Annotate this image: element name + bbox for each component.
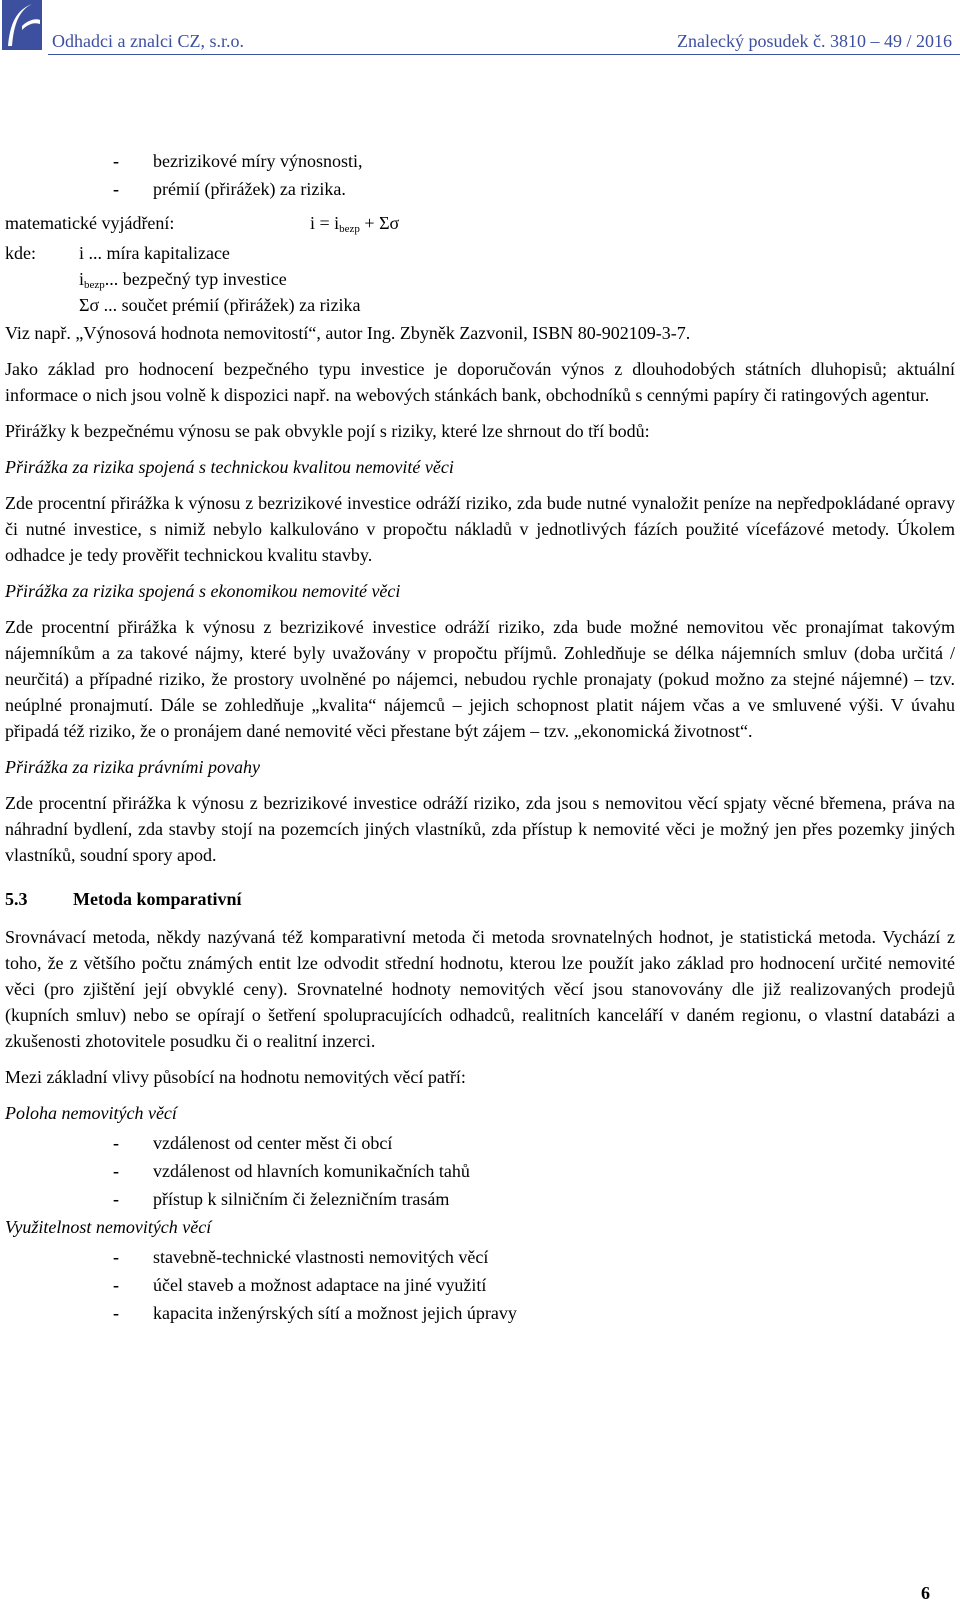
page-header [0,0,960,60]
list-item [5,1130,955,1158]
subheading-vyuz: Využitelnost nemovitých věcí [5,1217,212,1237]
paragraph-viz: Viz např. „Výnosová hodnota nemovitostí“, autor Ing. Zbyněk Zazvonil, ISBN 80-902109-3-7. [5,323,691,343]
math-label: matematické vyjádření: [5,213,175,233]
list-item [5,1186,955,1214]
formula-sub: bezp [339,223,360,235]
paragraph-prav: Zde procentní přirážka k výnosu z bezrizikové investice odráží riziko, zda jsou s nemovitou věcí spjaty věcné břemena, práva na náhradní bydlení, zda stavby stojí na pozemcích jiných vlastníků, zda přístup k nemovité věci je možný jen přes pozemky jiných vlastníků, soudní spory apod. [5,793,955,865]
math-expression [5,210,955,240]
definition-line: i ... míra kapitalizace [79,243,230,263]
definitions-block [5,240,955,320]
definition-symbol: i [79,269,85,289]
bullet-dash: - [113,1133,119,1153]
bullet-dash: - [113,151,119,171]
subheading-poloha: Poloha nemovitých věcí [5,1103,177,1123]
subheading-prav: Přirážka za rizika právními povahy [5,757,260,777]
company-logo-icon [2,0,42,50]
paragraph-section-body: Srovnávací metoda, někdy nazývaná též komparativní metoda či metoda srovnatelných hodnot, je statistická metoda. Vychází z toho, že z většího počtu známých entit lze odvodit střední hodnotu, kterou lze použít jako základ pro hodnocení určité nemovité věci (pro zjištění její obvyklé ceny). Srovnatelné hodnoty nemovitých věcí jsou stanovovány dle již realizovaných prodejů (kupních smluv) nebo se opírají o šetření spolupracujících odhadců, realitních kanceláří v daném regionu, o vlastní databázi a zkušenosti zhotovitele posudku či o realitní inzerci. [5,927,955,1051]
header-doc-ref: Znalecký posudek č. 3810 – 49 / 2016 [677,31,952,51]
section-heading [5,886,955,912]
list-item-text: vzdálenost od hlavních komunikačních tahů [153,1161,470,1181]
list-item-text: vzdálenost od center měst či obcí [153,1133,393,1153]
paragraph-influences: Mezi základní vlivy působící na hodnotu nemovitých věcí patří: [5,1067,466,1087]
bullet-dash: - [113,179,119,199]
list-item [5,1272,955,1300]
list-item [5,176,955,204]
formula-post: + Σσ [359,213,400,233]
definition-sub: bezp [84,279,105,291]
bullet-dash: - [113,1303,119,1323]
subheading-tech: Přirážka za rizika spojená s technickou kvalitou nemovité věci [5,457,454,477]
paragraph-eko: Zde procentní přirážka k výnosu z bezrizikové investice odráží riziko, zda bude možné nemovitou věc pronajímat takovým nájemníkům a za takové nájmy, které byly uvažovány v propočtu příjmů. Zohledňuje se délka nájemních smluv (doba určitá / neurčitá) a případné riziko, že prostory uvolněné po nájemci, nebudou rychle pronajaty (pokud možno za stejné nájemné) – tzv. neúplné pronajmutí. Dále se zohledňuje „kvalita“ nájemců – jejich schopnost platit nájem včas a ve smluvené výši. V úvahu připadá též riziko, že o pronájem dané nemovité věci přestane být zájem – tzv. „ekonomická životnost“. [5,617,955,741]
bullet-dash: - [113,1161,119,1181]
definition-line: Σσ ... součet prémií (přirážek) za rizika [79,295,361,315]
list-item [5,1300,955,1328]
subheading-eko: Přirážka za rizika spojená s ekonomikou nemovité věci [5,581,401,601]
bullet-dash: - [113,1275,119,1295]
list-item-text: kapacita inženýrských sítí a možnost jejich úpravy [153,1303,517,1323]
list-item [5,1158,955,1186]
definition-text: ... bezpečný typ investice [104,269,287,289]
page-number: 6 [921,1583,930,1603]
document-body [5,148,955,1328]
section-number: 5.3 [5,889,28,909]
list-item-text: prémií (přirážek) za rizika. [153,179,346,199]
list-item [5,148,955,176]
header-company: Odhadci a znalci CZ, s.r.o. [52,31,244,51]
list-item-text: účel staveb a možnost adaptace na jiné využití [153,1275,487,1295]
definitions-lines [79,240,361,318]
definitions-label: kde: [5,243,36,263]
list-item-text: bezrizikové míry výnosnosti, [153,151,363,171]
header-divider [48,54,960,55]
formula-pre: i = i [310,213,340,233]
paragraph-jako: Jako základ pro hodnocení bezpečného typu investice je doporučován výnos z dlouhodobých státních dluhopisů; aktuální informace o nich jsou volně k dispozici např. na webových stánkách bank, obchodníků s cennými papíry či ratingových agentur. [5,359,955,405]
bullet-dash: - [113,1189,119,1209]
list-item-text: stavebně-technické vlastnosti nemovitých věcí [153,1247,489,1267]
paragraph-prirazky: Přirážky k bezpečnému výnosu se pak obvykle pojí s riziky, které lze shrnout do tří bodů: [5,421,650,441]
definition-line [79,266,361,292]
list-item [5,1244,955,1272]
bullet-dash: - [113,1247,119,1267]
section-title: Metoda komparativní [73,889,242,909]
math-formula [310,210,399,236]
list-item-text: přístup k silničním či železničním trasám [153,1189,450,1209]
paragraph-tech: Zde procentní přirážka k výnosu z bezrizikové investice odráží riziko, zda bude nutné vynaložit peníze na nepředpokládané opravy či nutné investice, s nimiž nebylo kalkulováno v propočtu nákladů v jednotlivých fázích použité vícefázové metody. Úkolem odhadce je tedy prověřit technickou kvalitu stavby. [5,493,955,565]
